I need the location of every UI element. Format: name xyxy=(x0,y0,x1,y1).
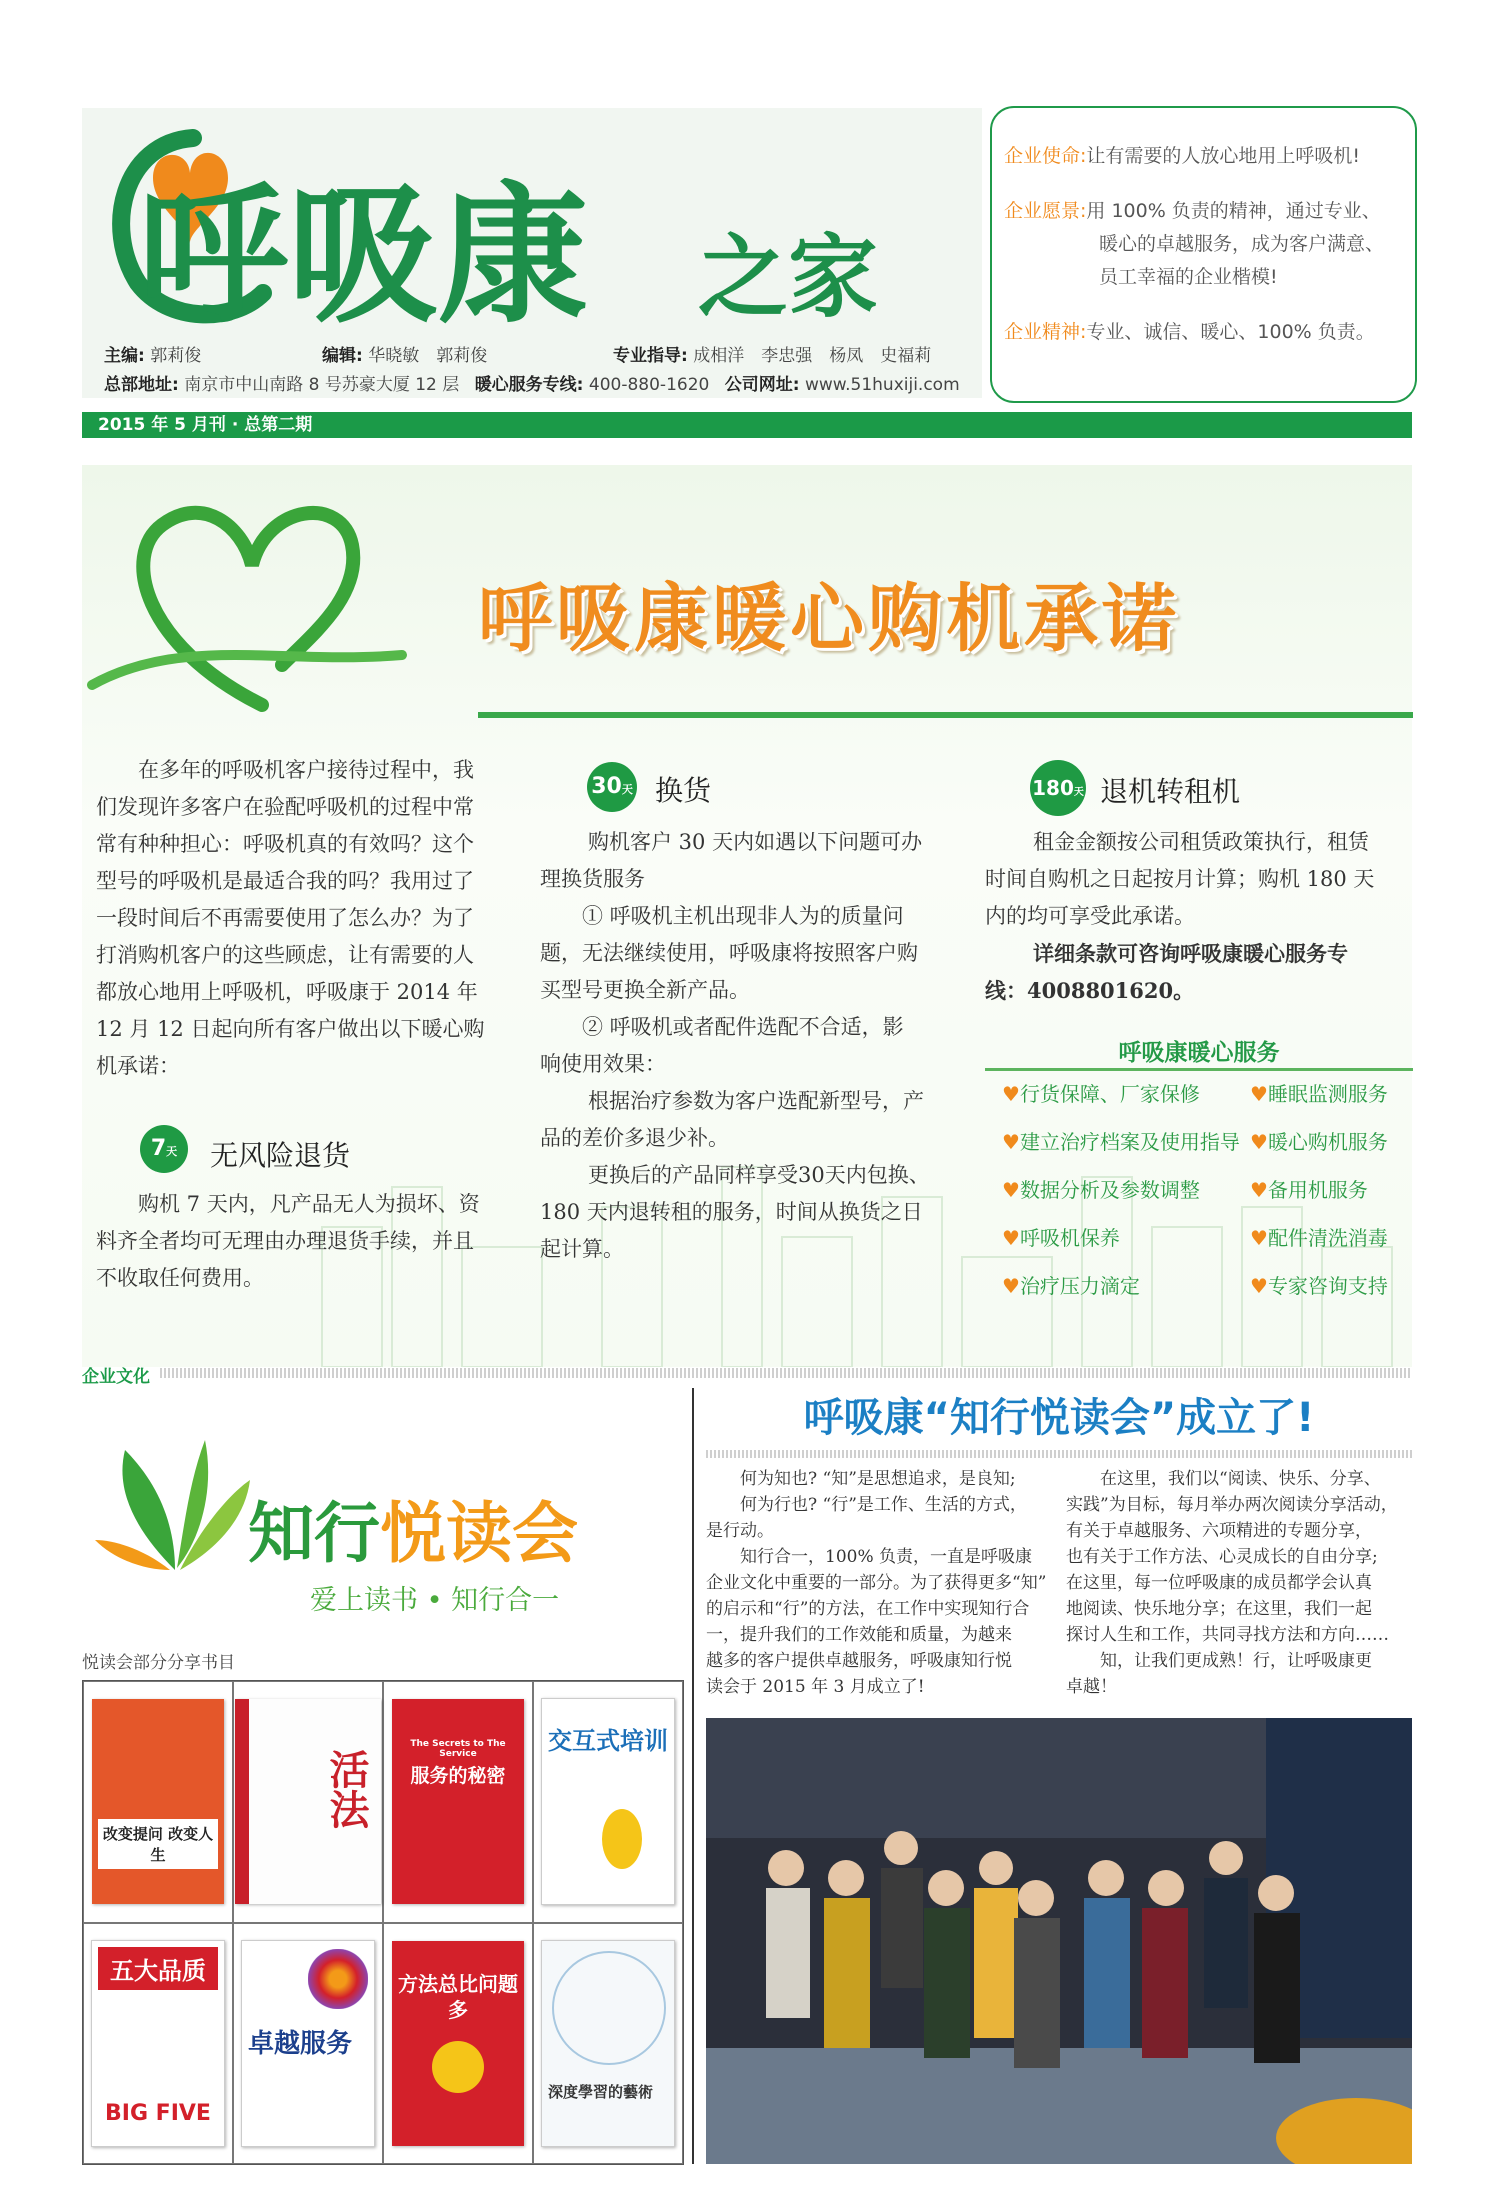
section-180-line: 详细条款可咨询呼吸康暖心服务专 xyxy=(1033,941,1348,966)
section-180-line: 线：4008801620。 xyxy=(985,978,1195,1003)
intro-line: 打消购机客户的这些顾虑，让有需要的人 xyxy=(96,943,474,967)
book-cover xyxy=(392,1699,524,1904)
mission-label: 企业使命: xyxy=(1004,145,1087,167)
article-line: 卓越！ xyxy=(1066,1677,1117,1697)
book-cell xyxy=(83,1923,233,2165)
article-line: 地阅读、快乐地分享；在这里，我们一起 xyxy=(1066,1599,1372,1619)
section-7-text xyxy=(96,1186,516,1297)
heart-icon: ♥ xyxy=(1250,1082,1268,1106)
article-right-column xyxy=(1066,1466,1412,1700)
service-label: 建立治疗档案及使用指导 xyxy=(1019,1130,1240,1154)
services-right-list xyxy=(1250,1078,1388,1318)
service-label: 呼吸机保养 xyxy=(1019,1226,1120,1250)
column-divider xyxy=(692,1388,694,2164)
hotline: 400-880-1620 xyxy=(588,375,710,395)
ribbon-heart-icon xyxy=(82,485,422,725)
vision-label: 企业愿景: xyxy=(1004,200,1087,222)
section-180-text xyxy=(985,824,1413,1009)
service-item xyxy=(1002,1126,1240,1174)
vision-line-1: 用 100% 负责的精神，通过专业、 xyxy=(1086,200,1381,222)
intro-line: 都放心地用上呼吸机，呼吸康于 2014 年 xyxy=(96,980,478,1004)
reading-club-name xyxy=(248,1480,578,1575)
service-item xyxy=(1002,1270,1240,1318)
article-line: 企业文化中重要的一部分。为了获得更多“知” xyxy=(706,1573,1047,1593)
book-cover xyxy=(235,1699,381,1904)
book-cell xyxy=(233,1681,383,1923)
circle-pattern-icon xyxy=(552,1951,666,2065)
reading-club-slogan: 爱上读书 • 知行合一 xyxy=(310,1585,560,1616)
article-line: 在这里，每一位呼吸康的成员都学会认真 xyxy=(1066,1573,1372,1593)
heart-icon: ♥ xyxy=(1002,1178,1020,1202)
group-photo xyxy=(706,1718,1412,2164)
badge-num: 180 xyxy=(1032,776,1074,800)
heart-icon: ♥ xyxy=(1002,1274,1020,1298)
books-caption: 悦读会部分分享书目 xyxy=(82,1653,235,1673)
article-line: 知，让我们更成熟！行，让呼吸康更 xyxy=(1066,1651,1372,1671)
section-30-line: 根据治疗参数为客户选配新型号，产 xyxy=(588,1089,924,1113)
article-line: 在这里，我们以“阅读、快乐、分享、 xyxy=(1066,1469,1381,1489)
section-30-text xyxy=(540,824,970,1268)
badge-unit: 天 xyxy=(1073,787,1084,798)
website-link[interactable]: www.51huxiji.com xyxy=(804,375,960,395)
section-30-line: ① 呼吸机主机出现非人为的质量问 xyxy=(582,904,904,928)
book-title: 活法 xyxy=(323,1749,369,1830)
hq-address: 南京市中山南路 8 号苏豪大厦 12 层 xyxy=(184,375,460,395)
heart-icon: ♥ xyxy=(1250,1130,1268,1154)
book-cover xyxy=(541,1940,675,2147)
article-line: 也有关于工作方法、心灵成长的自由分享; xyxy=(1066,1547,1378,1567)
logo xyxy=(98,118,978,333)
book-cell xyxy=(533,1681,683,1923)
service-item xyxy=(1250,1078,1388,1126)
section-30-line: 购机客户 30 天内如遇以下问题可办 xyxy=(588,830,923,854)
issue-bar: 2015 年 5 月刊 · 总第二期 xyxy=(82,412,1412,438)
medal-icon xyxy=(432,2041,484,2093)
book-subtitle: BIG FIVE xyxy=(105,2100,211,2126)
heart-icon: ♥ xyxy=(1002,1226,1020,1250)
book-cover xyxy=(241,1940,375,2147)
intro-line: 一段时间后不再需要使用了怎么办？为了 xyxy=(96,906,474,930)
service-label: 数据分析及参数调整 xyxy=(1019,1178,1200,1202)
intro-line: 机承诺： xyxy=(96,1054,180,1078)
badge-unit: 天 xyxy=(166,1145,178,1158)
article-line: 探讨人生和工作，共同寻找方法和方向…… xyxy=(1066,1625,1389,1645)
intro-line: 常有种种担心：呼吸机真的有效吗？这个 xyxy=(96,832,474,856)
book-cell xyxy=(383,1681,533,1923)
article-line: 是行动。 xyxy=(706,1521,774,1541)
badge-num: 7 xyxy=(150,1136,167,1161)
badge-180-days xyxy=(1030,760,1086,816)
section-7-line: 不收取任何费用。 xyxy=(96,1266,264,1290)
mission-box xyxy=(990,106,1417,403)
service-label: 治疗压力滴定 xyxy=(1019,1274,1140,1298)
banner-divider xyxy=(478,712,1413,718)
book-title: 方法总比问题多 xyxy=(398,1971,518,2022)
book-title: 服务的秘密 xyxy=(410,1765,506,1788)
hq-label: 总部地址: xyxy=(104,375,179,395)
services-divider xyxy=(985,1068,1413,1071)
book-title: 卓越服务 xyxy=(248,2028,353,2059)
article-left-column xyxy=(706,1466,1056,1700)
article-line: 何为行也? “行”是工作、生活的方式， xyxy=(706,1495,1027,1515)
badge-30-days xyxy=(587,762,637,812)
editor-in-chief: 郭莉俊 xyxy=(150,346,202,366)
book-subtitle: The Secrets to The Service xyxy=(410,1739,506,1760)
book-cover xyxy=(392,1941,524,2146)
section-30-line: 响使用效果： xyxy=(540,1052,666,1076)
service-label: 专家咨询支持 xyxy=(1267,1274,1388,1298)
club-name-orange: 悦读会 xyxy=(380,1495,578,1572)
vision-line-2: 暖心的卓越服务，成为客户满意、 xyxy=(1099,233,1385,255)
heart-icon: ♥ xyxy=(1250,1226,1268,1250)
section-7-heading: 无风险退货 xyxy=(210,1139,351,1172)
editors-label: 编辑: xyxy=(322,346,363,366)
article-line: 何为知也? “知”是思想追求，是良知; xyxy=(706,1469,1016,1489)
book-cell xyxy=(383,1923,533,2165)
service-item xyxy=(1250,1174,1388,1222)
book-cell xyxy=(83,1681,233,1923)
intro-line: 在多年的呼吸机客户接待过程中，我 xyxy=(138,758,474,782)
book-cell xyxy=(233,1923,383,2165)
section-30-heading: 换货 xyxy=(655,774,712,807)
logo-main-text: 呼吸康 xyxy=(138,170,589,333)
intro-line: 们发现许多客户在验配呼吸机的过程中常 xyxy=(96,795,474,819)
article-line: 越多的客户提供卓越服务，呼吸康知行悦 xyxy=(706,1651,1012,1671)
section-30-line: 买型号更换全新产品。 xyxy=(540,978,750,1002)
website-label: 公司网址: xyxy=(724,375,800,395)
advisors-label: 专业指导: xyxy=(613,346,688,366)
service-label: 睡眠监测服务 xyxy=(1267,1082,1388,1106)
heart-icon: ♥ xyxy=(1250,1274,1268,1298)
leaf-logo-icon xyxy=(95,1430,255,1580)
hotline-label: 暖心服务专线: xyxy=(474,375,584,395)
intro-text xyxy=(96,752,516,1085)
article-line: 读会于 2015 年 3 月成立了! xyxy=(706,1677,925,1697)
badge-7-days xyxy=(140,1125,188,1173)
section-30-line: 理换货服务 xyxy=(540,867,645,891)
section-180-line: 内的均可享受此承诺。 xyxy=(985,904,1195,928)
article-line: 有关于卓越服务、六项精进的专题分享， xyxy=(1066,1521,1372,1541)
advisors: 成相洋 李忠强 杨凤 史福莉 xyxy=(693,346,932,366)
spirit-text: 专业、诚信、暖心、100% 负责。 xyxy=(1086,321,1375,343)
section-tag: 企业文化 xyxy=(82,1367,150,1387)
heart-icon: ♥ xyxy=(1250,1178,1268,1202)
section-30-line: 180 天内退转租的服务，时间从换货之日 xyxy=(540,1200,923,1224)
book-cover xyxy=(92,1699,224,1904)
club-name-green: 知行 xyxy=(248,1495,380,1572)
butterfly-icon xyxy=(308,1949,368,2009)
figure-icon xyxy=(602,1809,642,1869)
article-line: 一，提升我们的工作效能和质量，为越来 xyxy=(706,1625,1012,1645)
book-cell xyxy=(533,1923,683,2165)
section-30-line: ② 呼吸机或者配件选配不合适，影 xyxy=(582,1015,904,1039)
section-180-line: 租金金额按公司租赁政策执行，租赁 xyxy=(1033,830,1369,854)
services-left-list xyxy=(1002,1078,1240,1318)
badge-unit: 天 xyxy=(621,783,633,796)
editors: 华晓敏 郭莉俊 xyxy=(368,346,488,366)
service-item xyxy=(1002,1078,1240,1126)
section-180-line: 时间自购机之日起按月计算；购机 180 天 xyxy=(985,867,1375,891)
book-cover xyxy=(541,1698,675,1905)
service-label: 配件清洗消毒 xyxy=(1267,1226,1388,1250)
service-label: 暖心购机服务 xyxy=(1267,1130,1388,1154)
book-cover xyxy=(91,1940,225,2147)
heart-icon: ♥ xyxy=(1002,1130,1020,1154)
service-item xyxy=(1002,1222,1240,1270)
article-line: 实践”为目标，每月举办两次阅读分享活动， xyxy=(1066,1495,1398,1515)
meta-row-1 xyxy=(104,341,201,366)
section-rule xyxy=(160,1368,1412,1378)
article-title: 呼吸康“知行悦读会”成立了! xyxy=(803,1395,1315,1441)
mission-text: 让有需要的人放心地用上呼吸机! xyxy=(1086,145,1361,167)
meta-row-1b xyxy=(322,341,487,366)
badge-num: 30 xyxy=(591,774,622,799)
vision-line-3: 员工幸福的企业楷模! xyxy=(1099,266,1278,288)
section-180-heading: 退机转租机 xyxy=(1100,775,1241,808)
mission-row xyxy=(1004,140,1407,173)
article-line: 知行合一，100% 负责，一直是呼吸康 xyxy=(706,1547,1033,1567)
spirit-label: 企业精神: xyxy=(1004,321,1087,343)
intro-line: 型号的呼吸机是最适合我的吗？我用过了 xyxy=(96,869,474,893)
editor-in-chief-label: 主编: xyxy=(104,346,145,366)
book-title: 五大品质 xyxy=(98,1947,218,1990)
meta-row-2 xyxy=(104,370,960,395)
article-rule xyxy=(706,1450,1412,1458)
section-30-line: 品的差价多退少补。 xyxy=(540,1126,729,1150)
banner-title: 呼吸康暖心购机承诺 xyxy=(478,576,1180,662)
section-30-line: 更换后的产品同样享受30天内包换、 xyxy=(588,1163,930,1187)
service-label: 行货保障、厂家保修 xyxy=(1019,1082,1200,1106)
section-30-line: 题，无法继续使用，呼吸康将按照客户购 xyxy=(540,941,918,965)
logo-sub-text: 之家 xyxy=(698,224,878,330)
article-line: 的启示和“行”的方法，在工作中实现知行合 xyxy=(706,1599,1030,1619)
section-7-line: 料齐全者均可无理由办理退货手续，并且 xyxy=(96,1229,474,1253)
service-item xyxy=(1250,1222,1388,1270)
heart-icon: ♥ xyxy=(1002,1082,1020,1106)
book-title: 交互式培训 xyxy=(548,1727,668,1756)
book-grid xyxy=(82,1680,684,2165)
section-30-line: 起计算。 xyxy=(540,1237,624,1261)
intro-line: 12 月 12 日起向所有客户做出以下暖心购 xyxy=(96,1017,485,1041)
vision-row xyxy=(1004,195,1407,294)
services-title: 呼吸康暖心服务 xyxy=(1118,1040,1280,1066)
service-item xyxy=(1250,1270,1388,1318)
meta-row-1c xyxy=(613,341,931,366)
service-item xyxy=(1250,1126,1388,1174)
book-title: 改变提问 改变人生 xyxy=(98,1819,218,1869)
section-7-line: 购机 7 天内，凡产品无人为损坏、资 xyxy=(138,1192,480,1216)
service-label: 备用机服务 xyxy=(1267,1178,1368,1202)
book-title: 深度學習的藝術 xyxy=(548,2082,654,2101)
service-item xyxy=(1002,1174,1240,1222)
spirit-row xyxy=(1004,316,1407,349)
